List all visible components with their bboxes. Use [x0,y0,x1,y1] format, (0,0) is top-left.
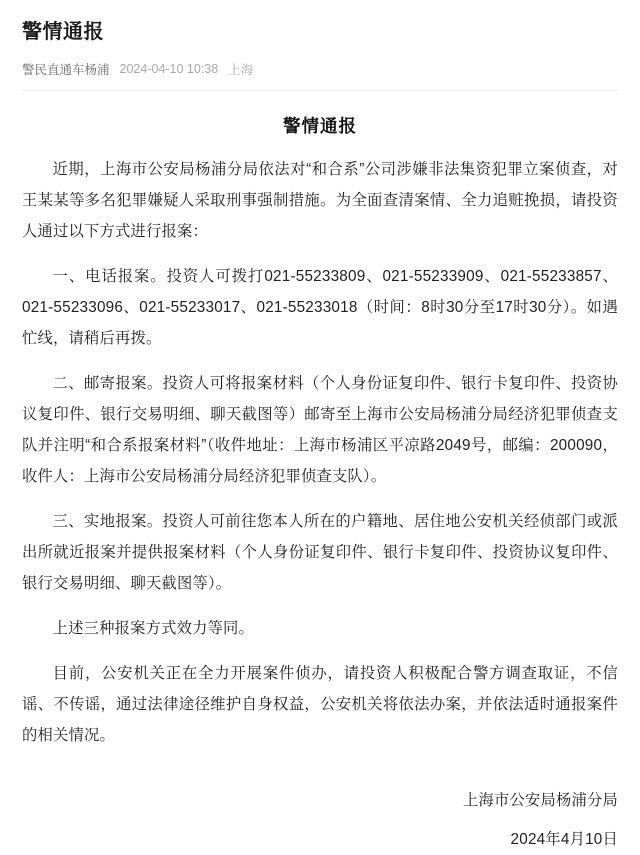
document-body [22,154,618,751]
signature-authority: 上海市公安局杨浦分局 [463,792,618,809]
meta-source[interactable]: 警民直通车杨浦 [22,63,110,77]
header-divider [22,90,618,91]
article-meta [22,60,618,78]
page-title: 警情通报 [22,21,104,43]
meta-location: 上海 [228,63,254,77]
paragraph: 上述三种报案方式效力等同。 [52,620,255,637]
paragraph: 三、实地报案。投资人可前往您本人所在的户籍地、居住地公安机关经侦部门或派出所就近报案并提供报案材料（个人身份证复印件、银行卡复印件、投资协议复印件、银行交易明细、聊天截图等）。 [22,513,618,592]
paragraph: 一、电话报案。投资人可拨打021-55233809、021-55233909、021-55233857、021-55233096、021-55233017、021-55233018（时间：8时30分至17时30分）。如遇忙线，请稍后再拨。 [22,268,618,347]
paragraph: 近期，上海市公安局杨浦分局依法对“和合系”公司涉嫌非法集资犯罪立案侦查，对王某某等多名犯罪嫌疑人采取刑事强制措施。为全面查清案情、全力追赃挽损，请投资人通过以下方式进行报案： [22,161,618,240]
document-title: 警情通报 [283,116,357,136]
meta-date: 2024-04-10 10:38 [119,62,219,76]
signature-date: 2024年4月10日 [510,831,618,848]
signature-block [22,785,618,855]
paragraph: 二、邮寄报案。投资人可将报案材料（个人身份证复印件、银行卡复印件、投资协议复印件、银行交易明细、聊天截图等）邮寄至上海市公安局杨浦分局经济犯罪侦查支队并注明“和合系报案材料”（收件地址：上海市杨浦区平凉路2049号，邮编：200090，收件人：上海市公安局杨浦分局经济犯罪侦查支队）。 [22,375,618,485]
paragraph: 目前，公安机关正在全力开展案件侦办，请投资人积极配合警方调查取证，不信谣、不传谣，通过法律途径维护自身权益，公安机关将依法办案，并依法适时通报案件的相关情况。 [22,665,618,744]
